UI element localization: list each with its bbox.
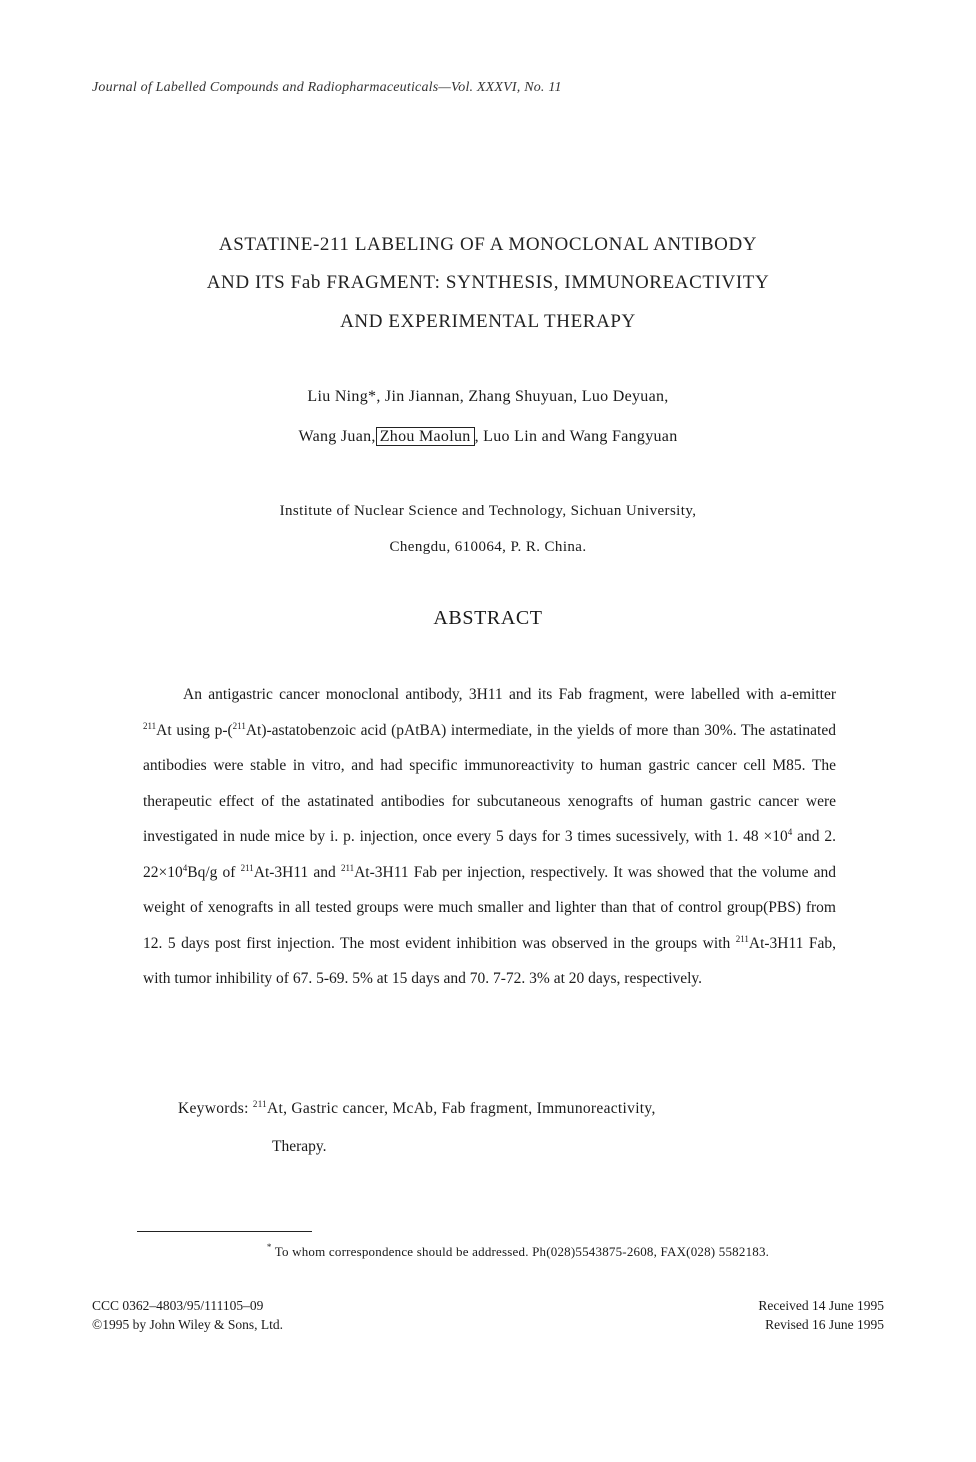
- authors-line-2: [0, 428, 976, 446]
- received-dates: [758, 1296, 884, 1334]
- author-wang-juan: Wang Juan,: [298, 428, 376, 445]
- ccc-code: CCC 0362–4803/95/111105–09: [92, 1298, 264, 1313]
- authors-remaining: , Luo Lin and Wang Fangyuan: [474, 428, 678, 445]
- abstract-body: An antigastric cancer monoclonal antibody, 3H11 and its Fab fragment, were labelled with a-emitter $^{211}$At using p-($^{211}$At)-astatobenzoic acid (pAtBA) intermediate, in the yields of more than 30%. The astatinated antibodies were stable in vitro, and had specific immunoreactivity to human gastric cancer cell M85. The therapeutic effect of the astatinated antibodies for subcutaneous xenografts of human gastric cancer were investigated in nude mice by i. p. injection, once every 5 days for 3 times sucessively, with 1. $48 \times 10^4$ and 2. $22\times 10^4Bq/g$ of $^{211}$At-3H11 and $^{211}$At-3H11 Fab per injection, respectively. It was showed that the volume and weight of xenografts in all tested groups were much smaller and lighter than that of control group(PBS) from 12. 5 days post first injection. The most evident inhibition was observed in the groups with $^{211}$At-3H11 Fab, with tumor inhibility of 67. 5-69. 5% at 15 days and 70. 7-72. 3% at 20 days, respectively.: [143, 686, 837, 987]
- authors-line-1: Liu Ning*, Jin Jiannan, Zhang Shuyuan, Luo Deyuan,: [307, 388, 669, 405]
- revised-date: Revised 16 June 1995: [765, 1317, 884, 1332]
- affiliation-line-1: Institute of Nuclear Science and Technology, Sichuan University,: [279, 503, 697, 519]
- author-boxed-deceased: Zhou Maolun: [376, 427, 475, 446]
- keywords-label: Keywords:: [178, 1100, 249, 1117]
- affiliation-line-2: Chengdu, 610064, P. R. China.: [389, 539, 587, 555]
- received-date: Received 14 June 1995: [758, 1298, 884, 1313]
- title-line-3: AND EXPERIMENTAL THERAPY: [340, 311, 636, 332]
- footnote-divider: [137, 1231, 312, 1232]
- keywords-list: At, Gastric cancer, McAb, Fab fragment, Immunoreactivity,: [266, 1100, 656, 1117]
- keywords: Keywords: $^{211}$At, Gastric cancer, McAb, Fab fragment, Immunoreactivity,: [178, 1099, 656, 1117]
- footnote-mark: *: [266, 1242, 272, 1252]
- copyright-block: [92, 1296, 283, 1334]
- journal-header: Journal of Labelled Compounds and Radiopharmaceuticals—Vol. XXXVI, No. 11: [92, 80, 562, 95]
- abstract-heading: ABSTRACT: [433, 607, 543, 629]
- title-line-2: AND ITS Fab FRAGMENT: SYNTHESIS, IMMUNOREACTIVITY: [206, 272, 770, 293]
- correspondence-footnote: * To whom correspondence should be addressed. Ph(028)5543875-2608, FAX(028) 5582183.: [266, 1242, 770, 1259]
- copyright-notice: ©1995 by John Wiley & Sons, Ltd.: [92, 1317, 283, 1332]
- keywords-line-2: Therapy.: [272, 1138, 327, 1155]
- title-line-1: ASTATINE-211 LABELING OF A MONOCLONAL ANTIBODY: [218, 234, 758, 255]
